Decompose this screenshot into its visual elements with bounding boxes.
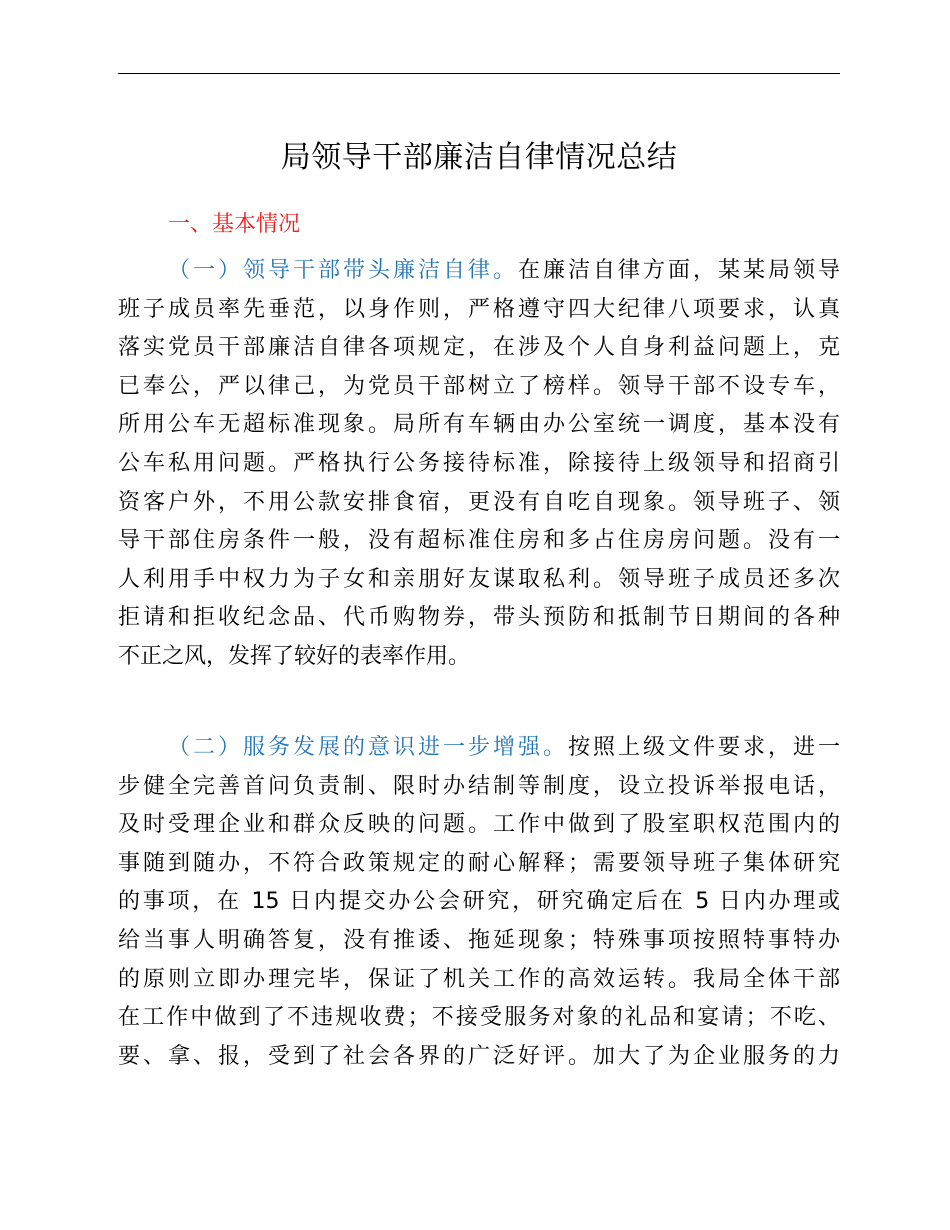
paragraph-line: 所用公车无超标准现象。局所有车辆由办公室统一调度，基本没有 <box>118 412 840 438</box>
paragraph-line: 已奉公，严以律己，为党员干部树立了榜样。领导干部不设专车， <box>118 373 840 399</box>
page-title: 局领导干部廉洁自律情况总结 <box>280 140 678 175</box>
paragraph-line: 事随到随办，不符合政策规定的耐心解释；需要领导班子集体研究 <box>118 850 840 876</box>
paragraph-line: 步健全完善首问负责制、限时办结制等制度，设立投诉举报电话， <box>118 773 840 799</box>
paragraph-line: 导干部住房条件一般，没有超标准住房和多占住房房问题。没有一 <box>118 528 840 554</box>
paragraph-line: （一）领导干部带头廉洁自律。在廉洁自律方面，某某局领导 <box>168 258 840 283</box>
paragraph-line: 人利用手中权力为子女和亲朋好友谋取私利。领导班子成员还多次 <box>118 566 840 592</box>
paragraph-line: 公车私用问题。严格执行公务接待标准，除接待上级领导和招商引 <box>118 450 840 476</box>
paragraph-line: 的原则立即办理完毕，保证了机关工作的高效运转。我局全体干部 <box>118 966 840 992</box>
header-rule <box>118 73 840 74</box>
paragraph-line: 要、拿、报，受到了社会各界的广泛好评。加大了为企业服务的力 <box>118 1043 840 1069</box>
paragraph-line: 不正之风，发挥了较好的表率作用。 <box>118 643 471 669</box>
paragraph-line: 给当事人明确答复，没有推诿、拖延现象；特殊事项按照特事特办 <box>118 927 840 953</box>
subheading-leadership: （一）领导干部带头廉洁自律。 <box>168 258 518 283</box>
paragraph-line: （二）服务发展的意识进一步增强。按照上级文件要求，进一 <box>168 735 840 760</box>
paragraph-line: 班子成员率先垂范，以身作则，严格遵守四大纪律八项要求，认真 <box>118 296 840 322</box>
paragraph-leadership-self-discipline <box>118 252 840 677</box>
paragraph-service-awareness <box>118 729 840 1076</box>
paragraph-line: 的事项，在 15 日内提交办公会研究，研究确定后在 5 日内办理或 <box>118 889 840 915</box>
paragraph-line: 拒请和拒收纪念品、代币购物券，带头预防和抵制节日期间的各种 <box>118 605 840 631</box>
subheading-service: （二）服务发展的意识进一步增强。 <box>168 735 568 760</box>
paragraph-line: 资客户外，不用公款安排食宿，更没有自吃自现象。领导班子、领 <box>118 489 840 515</box>
paragraph-line: 及时受理企业和群众反映的问题。工作中做到了股室职权范围内的 <box>118 812 840 838</box>
section-heading-basic: 一、基本情况 <box>168 212 301 237</box>
paragraph-line: 落实党员干部廉洁自律各项规定，在涉及个人自身利益问题上，克 <box>118 335 840 361</box>
paragraph-line: 在工作中做到了不违规收费；不接受服务对象的礼品和宴请；不吃、 <box>118 1005 840 1031</box>
